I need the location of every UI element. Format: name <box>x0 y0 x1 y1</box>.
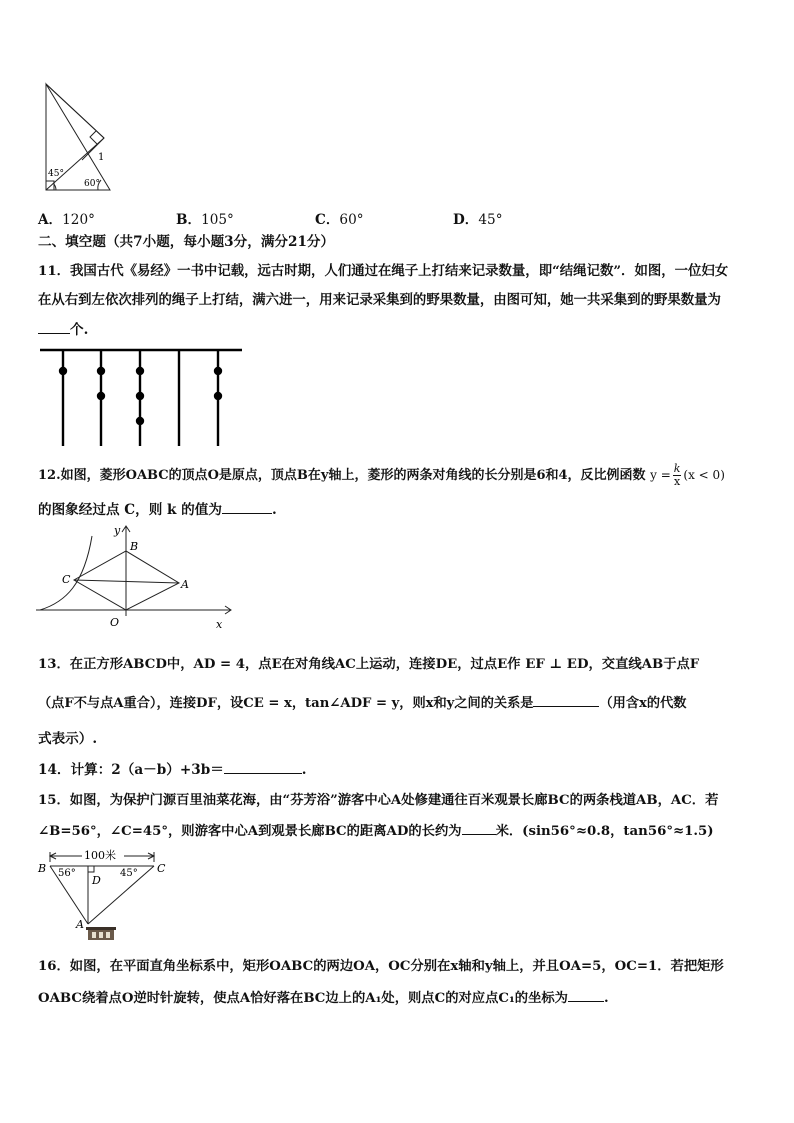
section-title: 二、填空题（共7小题，每小题3分，满分21分） <box>38 234 335 250</box>
rhombus-figure <box>36 524 236 632</box>
answer-blank-q13[interactable] <box>533 693 599 707</box>
answer-blank-q12[interactable] <box>222 500 272 514</box>
q12-line2: 的图象经过点 C，则 k 的值为 . <box>38 502 277 518</box>
point-o-label: O <box>110 616 120 629</box>
length-label: 100米 <box>84 849 116 862</box>
option-b: B．105° <box>176 212 234 228</box>
point-c-label: C <box>157 862 166 875</box>
answer-blank-q15[interactable] <box>462 821 496 835</box>
axis-x-label: x <box>216 618 223 631</box>
q16-line2: OABC绕着点O逆时针旋转，使点A恰好落在BC边上的A₁处，则点C的对应点C₁的坐标为 . <box>38 988 609 1008</box>
q11-line2: 在从右到左依次排列的绳子上打结，满六进一，用来记录采集到的野果数量，由图可知，她一共采集到的野果数量为 <box>38 292 721 308</box>
q16-line1: 16．如图，在平面直角坐标系中，矩形OABC的两边OA，OC分别在x轴和y轴上，并且OA=5，OC=1．若把矩形 <box>38 959 724 974</box>
point-b-label: B <box>38 862 47 875</box>
point-d-label: D <box>92 874 101 887</box>
knotted-rope-figure <box>38 344 248 448</box>
angle-60-label: 60° <box>84 179 100 189</box>
answer-blank-q11[interactable] <box>38 320 70 334</box>
q14-line: 14．计算：2（a－b）+3b＝ . <box>38 762 307 778</box>
boardwalk-figure <box>36 846 176 946</box>
angle-45-label: 45° <box>120 868 138 879</box>
angle-1-label: 1 <box>98 152 105 163</box>
point-a-label: A <box>181 578 189 591</box>
k-over-x-fraction: $\frac{k}{x}$ <box>673 462 681 488</box>
answer-blank-q16[interactable] <box>568 988 604 1002</box>
axis-y-label: y <box>114 524 121 537</box>
q11-line3: 个. <box>38 320 88 339</box>
q12-line1: 12.如图，菱形OABC的顶点O是原点，顶点B在y轴上，菱形的两条对角线的长分别是6和4，反比例函数 y = $\frac{k}{x}$ (x < 0) <box>38 462 725 488</box>
point-b-label: B <box>130 540 139 553</box>
option-c: C．60° <box>315 212 364 228</box>
option-d: D．45° <box>453 212 503 228</box>
option-a: A．120° <box>38 212 95 228</box>
answer-blank-q14[interactable] <box>224 760 302 774</box>
angle-56-label: 56° <box>58 868 76 879</box>
q15-line1: 15．如图，为保护门源百里油菜花海，由“芬芳浴”游客中心A处修建通往百米观景长廊BC的两条栈道AB，AC．若 <box>38 793 719 808</box>
q13-line1: 13．在正方形ABCD中，AD = 4，点E在对角线AC上运动，连接DE，过点E作 EF ⊥ ED，交直线AB于点F <box>38 657 700 672</box>
q11-line1: 11．我国古代《易经》一书中记载，远古时期，人们通过在绳子上打结来记录数量，即“结绳记数”．如图，一位妇女 <box>38 263 729 279</box>
visitor-center-icon <box>86 927 116 940</box>
q15-line2: ∠B=56°，∠C=45°，则游客中心A到观景长廊BC的距离AD的长约为 米．(sin56°≈0.8，tan56°≈1.5) <box>38 821 714 841</box>
point-c-label: C <box>62 573 71 586</box>
angle-45-label: 45° <box>48 169 64 179</box>
q13-line2: （点F不与点A重合），连接DF，设CE = x，tan∠ADF = y，则x和y之间的关系是 （用含x的代数 <box>38 693 686 713</box>
triangle-figure-q10 <box>40 80 120 195</box>
q13-line3: 式表示）. <box>38 731 98 747</box>
point-a-label: A <box>76 918 84 931</box>
